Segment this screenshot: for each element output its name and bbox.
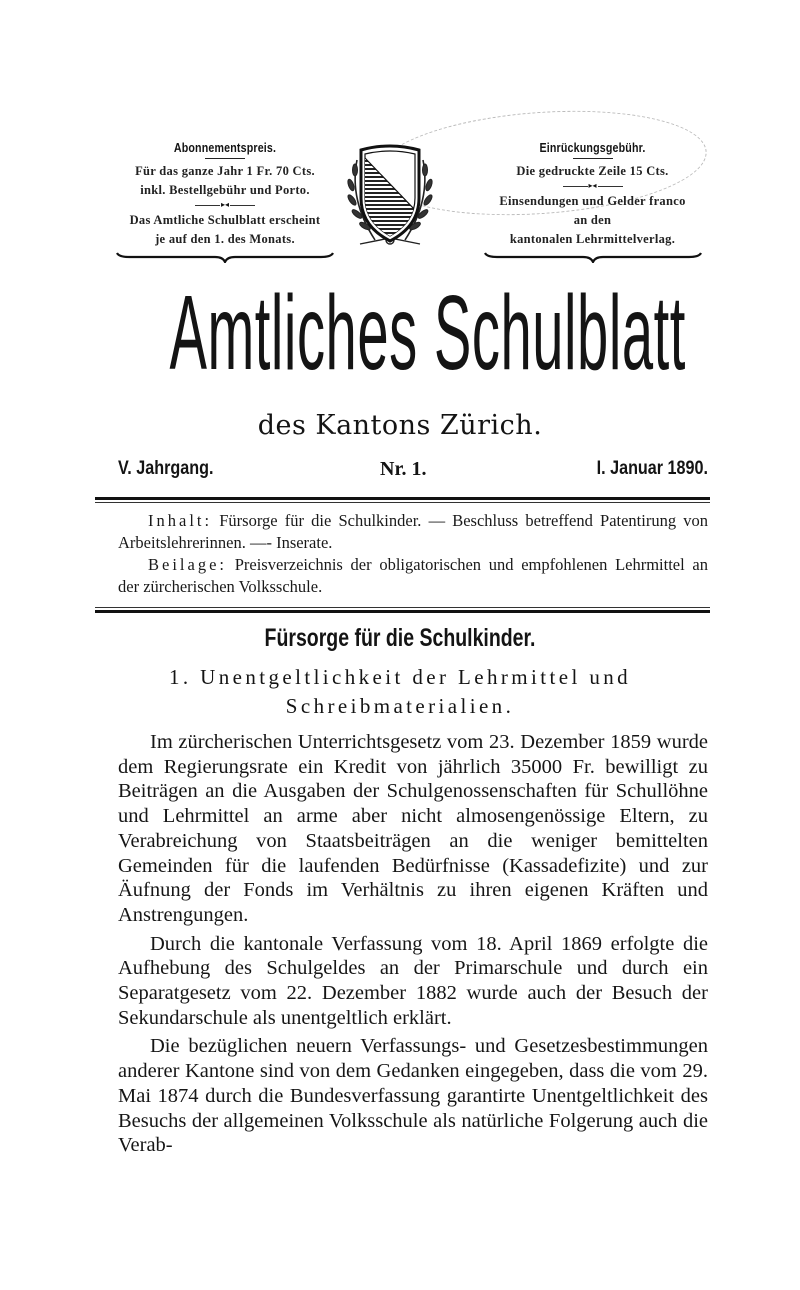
publication-line-2: je auf den 1. des Monats. xyxy=(155,232,295,246)
article-body xyxy=(118,730,708,1162)
paragraph: Im zürcherischen Unterrichtsgesetz vom 23. Dezember 1859 wurde dem Regierungsrate ein Kredit von jährlich 35000 Fr. bewilligt zu Beiträgen an die Ausgaben der Schulgenossenschaften für Schullöhne und Lehrmittel an arme aber nicht almosengenössige Eltern, zu Verabreichung von Staatsbeiträgen an die weniger bemittelten Gemeinden für die laufenden Bedürfnisse (Kassadefizite) und zur Äufnung der Fonds im Verhältnis zu ihren eigenen Kräften und Anstrengungen. xyxy=(118,731,708,926)
zurich-coat-of-arms-icon xyxy=(335,140,445,255)
masthead-subtitle: des Kantons Zürich. xyxy=(257,410,543,441)
beilage-text: Preisverzeichnis der obligatorischen und empfohlenen Lehrmittel an der zürcherischen Volksschule. xyxy=(118,555,708,596)
table-of-contents xyxy=(118,510,708,598)
submission-line-3: kantonalen Lehrmittelverlag. xyxy=(509,232,676,246)
header-divider xyxy=(95,497,710,503)
masthead-title: Amtliches Schulblatt xyxy=(169,274,686,392)
beilage-label: Beilage: xyxy=(148,555,227,574)
volume: V. Jahrgang. xyxy=(118,458,214,479)
subscription-price-box xyxy=(110,140,340,263)
paragraph: Die bezüglichen neuern Verfassungs- und Gesetzesbestimmungen anderer Kantone sind von dem Gedanken eingegeben, dass die vom 29. Mai 1874 durch die Bundesverfassung garantirte Unentgeltlichkeit des Besuchs der allgemeinen Volksschule als natürliche Folgerung auch die Verab- xyxy=(118,1035,708,1157)
price-line-2: inkl. Bestellgebühr und Porto. xyxy=(140,183,310,197)
issue-date: I. Januar 1890. xyxy=(596,458,708,479)
issue-number: Nr. 1. xyxy=(380,458,427,480)
advertising-fee-box xyxy=(475,140,710,263)
issue-info xyxy=(118,458,708,484)
paragraph: Durch die kantonale Verfassung vom 18. April 1869 erfolgte die Aufhebung des Schulgeldes an der Primarschule und durch ein Separatgesetz vom 22. Dezember 1882 wurde auch der Besuch der Sekundarschule als unentgeltlich erklärt. xyxy=(118,932,708,1029)
ornament-divider xyxy=(195,201,255,210)
contents-beilage xyxy=(118,554,708,598)
publication-line-1: Das Amtliche Schulblatt erscheint xyxy=(129,213,321,227)
inhalt-label: Inhalt: xyxy=(148,511,213,530)
submission-line-2: an den xyxy=(573,213,612,227)
ornament-divider xyxy=(563,182,623,191)
article-subtitle xyxy=(0,663,800,721)
submission-line-1: Einsendungen und Gelder franco xyxy=(499,194,686,208)
subscription-heading: Abonnementspreis. xyxy=(173,140,277,155)
contents-inhalt xyxy=(118,510,708,554)
contents-divider xyxy=(95,607,710,613)
price-line-1: Für das ganze Jahr 1 Fr. 70 Cts. xyxy=(135,164,315,178)
brace-icon xyxy=(483,251,703,263)
line-rate: Die gedruckte Zeile 15 Cts. xyxy=(516,164,669,178)
article-subtitle-line-2: Schreibmaterialien. xyxy=(285,694,515,718)
article-subtitle-line-1: 1. Unentgeltlichkeit der Lehrmittel und xyxy=(168,665,632,689)
divider xyxy=(573,158,613,159)
divider xyxy=(205,158,245,159)
article-title: Fürsorge für die Schulkinder. xyxy=(264,624,536,652)
advertising-heading: Einrückungsgebühr. xyxy=(539,140,646,155)
brace-icon xyxy=(115,251,335,263)
inhalt-text: Fürsorge für die Schulkinder. — Beschluss betreffend Patentirung von Arbeitslehrerinnen. —- Inserate. xyxy=(118,511,708,552)
